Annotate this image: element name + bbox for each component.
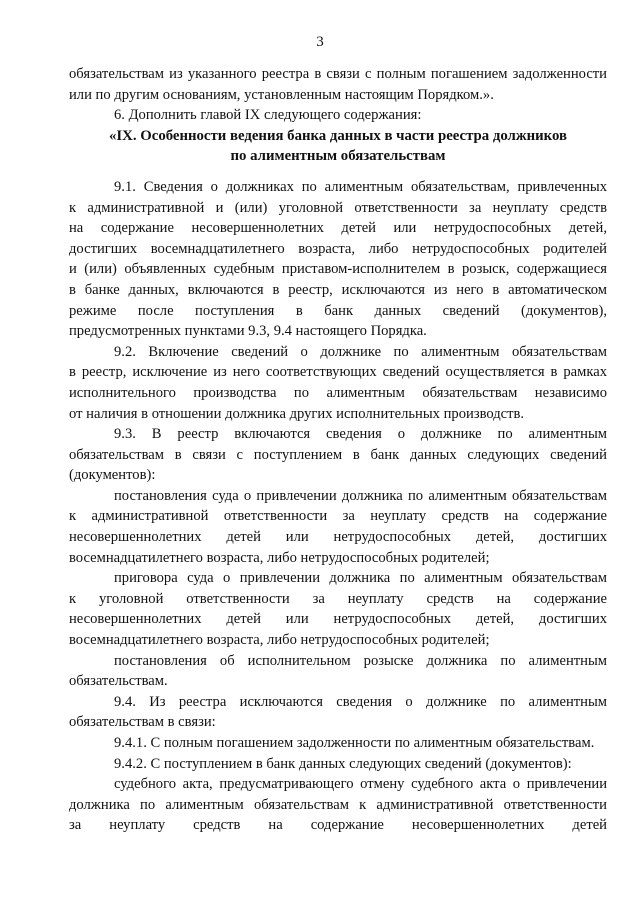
text-line: 6. Дополнить главой IX следующего содержания: <box>114 107 422 124</box>
text-line: обязательствам в связи с поступлением в банк данных следующих сведений <box>69 446 607 463</box>
text-line: к уголовной ответственности за неуплату средств на содержание <box>69 590 607 607</box>
text-line: должника по алиментным обязательствам к административной ответственности <box>69 796 607 813</box>
text-line: восемнадцатилетнего возраста, либо нетрудоспособных родителей; <box>69 632 490 649</box>
text-line: к административной ответственности за неуплату средств на содержание <box>69 508 607 525</box>
text-line: обязательствам из указанного реестра в связи с полным погашением задолженности <box>69 66 607 82</box>
text-line: исполнительного производства по алиментным обязательствам независимо <box>69 384 607 401</box>
text-line: обязательствам. <box>69 673 168 690</box>
text-line: от наличия в отношении должника других исполнительных производств. <box>69 405 525 422</box>
text-line: несовершеннолетних детей или нетрудоспособных детей, достигших <box>69 611 607 628</box>
chapter-heading-line-1: «IX. Особенности ведения банка данных в части реестра должников <box>109 127 567 144</box>
text-line: 9.4.2. С поступлением в банк данных следующих сведений (документов): <box>114 755 572 772</box>
text-line: судебного акта, предусматривающего отмену судебного акта о привлечении <box>114 776 607 793</box>
text-line: 9.2. Включение сведений о должнике по алиментным обязательствам <box>114 343 607 360</box>
text-line: и (или) объявленных судебным приставом-исполнителем в розыск, содержащиеся <box>69 261 607 278</box>
text-line: предусмотренных пунктами 9.3, 9.4 настоящего Порядка. <box>69 323 427 340</box>
text-line: (документов): <box>69 467 156 484</box>
text-line: обязательствам в связи: <box>69 714 216 731</box>
text-line: на содержание несовершеннолетних детей или нетрудоспособных детей, <box>69 220 607 237</box>
text-line: постановления суда о привлечении должника по алиментным обязательствам <box>114 487 607 504</box>
text-line: восемнадцатилетнего возраста, либо нетрудоспособных родителей; <box>69 549 490 566</box>
paragraph-gap <box>69 167 607 177</box>
text-line: или по другим основаниям, установленным настоящим Порядком.». <box>69 86 494 103</box>
text-line: достигших восемнадцатилетнего возраста, либо нетрудоспособных родителей <box>69 240 607 257</box>
chapter-heading-line-2: по алиментным обязательствам <box>230 148 446 165</box>
text-line: постановления об исполнительном розыске должника по алиментным <box>114 652 607 669</box>
text-line: 9.1. Сведения о должниках по алиментным обязательствам, привлеченных <box>114 178 607 195</box>
text-line: несовершеннолетних детей или нетрудоспособных детей, достигших <box>69 529 607 546</box>
text-line: в реестр, исключение из него соответствующих сведений осуществляется в рамках <box>69 364 607 381</box>
text-line: режиме после поступления в банк данных сведений (документов), <box>69 302 607 319</box>
text-line: 9.3. В реестр включаются сведения о должнике по алиментным <box>114 426 607 443</box>
text-line: 9.4. Из реестра исключаются сведения о должнике по алиментным <box>114 693 607 710</box>
text-line: за неуплату средств на содержание несовершеннолетних детей <box>69 817 607 834</box>
text-line: 9.4.1. С полным погашением задолженности по алиментным обязательствам. <box>114 735 595 751</box>
text-line: приговора суда о привлечении должника по алиментным обязательствам <box>114 570 607 587</box>
text-line: в банке данных, включаются в реестр, исключаются из него в автоматическом <box>69 281 607 298</box>
text-line: к административной и (или) уголовной ответственности за неуплату средств <box>69 199 607 216</box>
page-number: 3 <box>316 34 324 50</box>
document-body <box>69 64 607 836</box>
